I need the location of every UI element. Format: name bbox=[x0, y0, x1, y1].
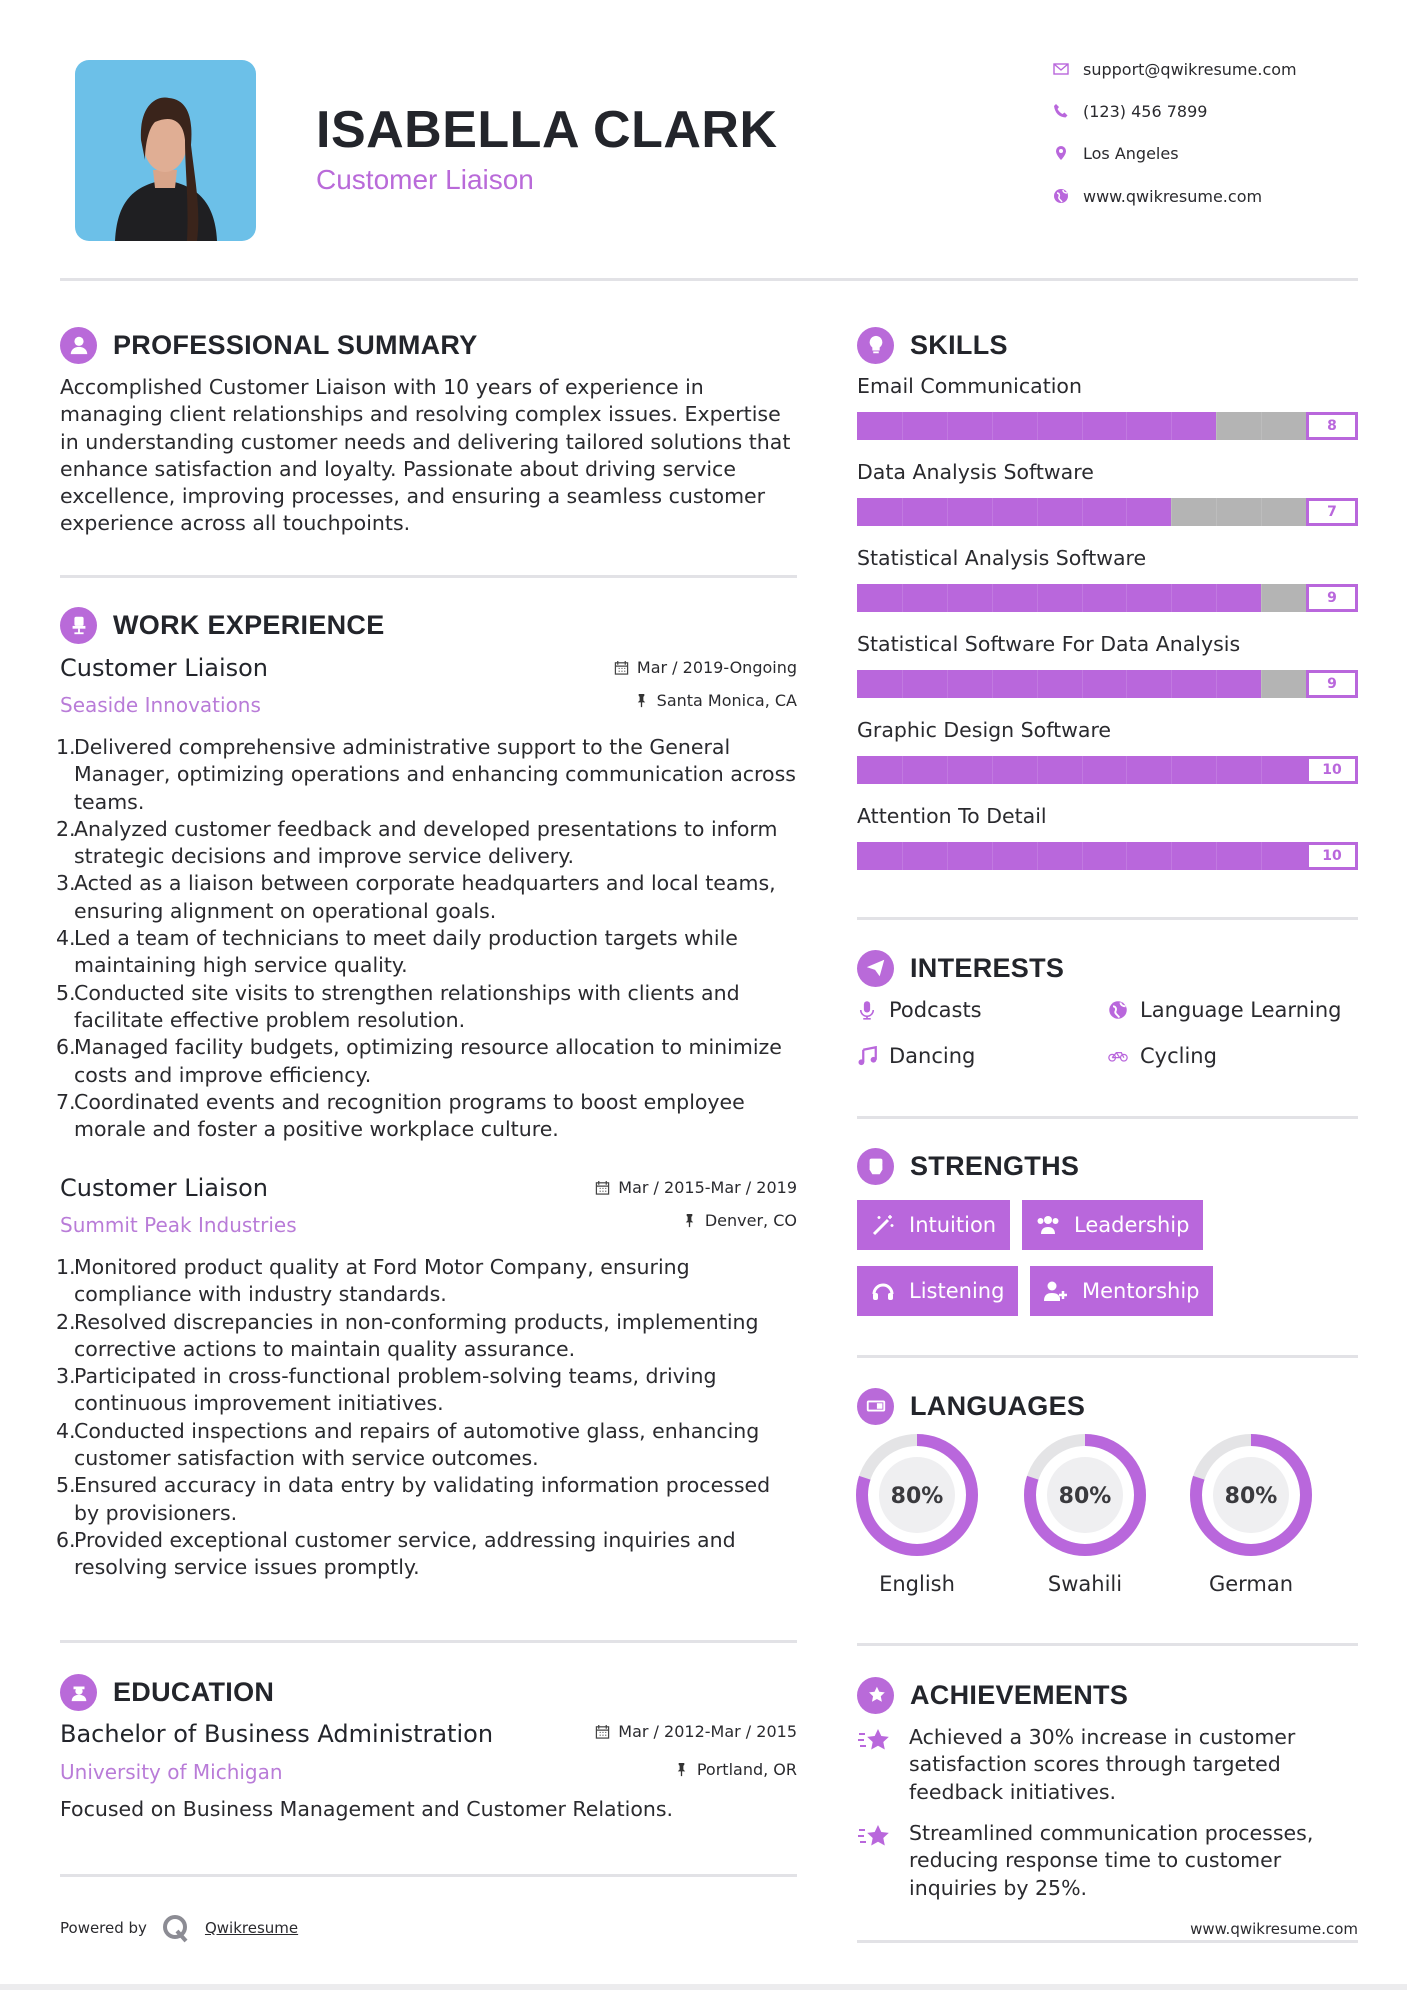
language-percent: 80% bbox=[1058, 1484, 1112, 1509]
skill-value: 8 bbox=[1306, 412, 1358, 440]
skill-bar bbox=[857, 498, 1358, 526]
star-icon bbox=[857, 1822, 891, 1852]
education-location-text: Portland, OR bbox=[696, 1760, 797, 1779]
strength-label: Listening bbox=[909, 1279, 1005, 1303]
star-icon bbox=[857, 1677, 894, 1714]
language-name: German bbox=[1208, 1572, 1294, 1596]
language-donut bbox=[1189, 1433, 1313, 1557]
language-donut bbox=[1023, 1433, 1147, 1557]
company-name: Summit Peak Industries bbox=[60, 1213, 297, 1237]
summary-heading-text: PROFESSIONAL SUMMARY bbox=[113, 329, 478, 360]
users-icon bbox=[1036, 1214, 1060, 1236]
degree: Bachelor of Business Administration bbox=[60, 1720, 494, 1748]
skill-bar bbox=[857, 842, 1358, 870]
list-item: 3. Acted as a liaison between corporate headquarters and local teams, ensuring alignment on operational goals. bbox=[56, 870, 801, 925]
education-heading bbox=[60, 1672, 274, 1712]
job-title: Customer Liaison bbox=[60, 1174, 269, 1202]
skill-name: Statistical Software For Data Analysis bbox=[857, 632, 1241, 656]
achievements-heading-text: ACHIEVEMENTS bbox=[910, 1679, 1129, 1710]
strength-label: Mentorship bbox=[1082, 1279, 1200, 1303]
skill-value: 9 bbox=[1306, 584, 1358, 612]
work-experience-heading-text: WORK EXPERIENCE bbox=[113, 609, 385, 640]
divider bbox=[60, 1874, 797, 1877]
page-bottom-edge bbox=[0, 1984, 1407, 1990]
pin-icon bbox=[682, 1213, 697, 1228]
skill-bar-fill bbox=[857, 498, 1171, 526]
skill-value: 10 bbox=[1306, 842, 1358, 870]
bullet-text: Monitored product quality at Ford Motor Company, ensuring compliance with industry standards. bbox=[74, 1255, 690, 1307]
job-dates bbox=[497, 658, 797, 677]
calendar-icon bbox=[595, 1724, 610, 1739]
powered-by-text: Powered by bbox=[60, 1919, 147, 1937]
divider bbox=[857, 1643, 1358, 1646]
job-location-text: Denver, CO bbox=[704, 1211, 797, 1230]
list-item: 2. Analyzed customer feedback and developed presentations to inform strategic decisions and improve service delivery. bbox=[56, 816, 801, 871]
job-dates-text: Mar / 2015-Mar / 2019 bbox=[618, 1178, 797, 1197]
contact-item[interactable] bbox=[1053, 185, 1262, 207]
bullet-text: Acted as a liaison between corporate headquarters and local teams, ensuring alignment on operational goals. bbox=[74, 871, 776, 923]
language-name: Swahili bbox=[1047, 1572, 1123, 1596]
interest-label: Podcasts bbox=[889, 998, 982, 1022]
language-name: English bbox=[879, 1572, 955, 1596]
strength-chip bbox=[857, 1266, 1018, 1316]
achievement-item bbox=[857, 1724, 1357, 1806]
paper-plane-icon bbox=[857, 950, 894, 987]
skill-value: 9 bbox=[1306, 670, 1358, 698]
candidate-title: Customer Liaison bbox=[316, 164, 534, 195]
list-item: 1. Delivered comprehensive administrative support to the General Manager, optimizing operations and enhancing communication across teams. bbox=[56, 734, 801, 816]
skill-bar bbox=[857, 412, 1358, 440]
strengths-heading bbox=[857, 1146, 1079, 1186]
list-item: 7. Coordinated events and recognition programs to boost employee morale and foster a positive workplace culture. bbox=[56, 1089, 801, 1144]
chair-icon bbox=[60, 607, 97, 644]
globe-icon bbox=[1053, 188, 1069, 204]
education-heading-text: EDUCATION bbox=[113, 1676, 275, 1707]
company-name: Seaside Innovations bbox=[60, 693, 261, 717]
interests-heading-text: INTERESTS bbox=[910, 952, 1065, 983]
job-location bbox=[497, 1211, 797, 1230]
headphones-icon bbox=[871, 1280, 895, 1302]
job-location bbox=[497, 691, 797, 710]
contact-text: Los Angeles bbox=[1083, 143, 1179, 163]
education-dates-text: Mar / 2012-Mar / 2015 bbox=[618, 1722, 797, 1741]
summary-heading bbox=[60, 325, 478, 365]
summary-text: Accomplished Customer Liaison with 10 years of experience in managing client relationships and resolving complex issues. Expertise in understanding customer needs and delivering tailored solutions that enhance satisfaction and loyalty. Passionate about driving service excellence, improving processes, and ensuring a seamless customer experience across all touchpoints. bbox=[60, 375, 791, 536]
divider bbox=[857, 1116, 1358, 1119]
star-icon bbox=[857, 1726, 891, 1756]
globe-icon bbox=[1108, 1000, 1128, 1020]
skill-value: 10 bbox=[1306, 756, 1358, 784]
list-item: 4. Conducted inspections and repairs of automotive glass, enhancing customer satisfaction with service outcomes. bbox=[56, 1418, 801, 1473]
qwikresume-link[interactable]: Qwikresume bbox=[204, 1919, 299, 1937]
header-divider bbox=[60, 278, 1358, 281]
achievement-text: Streamlined communication processes, reducing response time to customer inquiries by 25%. bbox=[909, 1821, 1314, 1900]
divider bbox=[857, 1940, 1358, 1943]
bullet-text: Delivered comprehensive administrative support to the General Manager, optimizing operations and enhancing communication across teams. bbox=[74, 735, 796, 814]
phone-icon bbox=[1053, 103, 1069, 119]
interest-label: Cycling bbox=[1140, 1044, 1217, 1068]
job-bullets bbox=[56, 734, 801, 1143]
strength-label: Leadership bbox=[1074, 1213, 1190, 1237]
qwikresume-logo-icon bbox=[161, 1913, 191, 1943]
user-icon bbox=[60, 327, 97, 364]
skill-name: Data Analysis Software bbox=[857, 460, 1094, 484]
interest-item bbox=[1108, 1044, 1217, 1068]
list-item: 4. Led a team of technicians to meet daily production targets while maintaining high service quality. bbox=[56, 925, 801, 980]
interests-heading bbox=[857, 948, 1064, 988]
fist-icon bbox=[857, 1148, 894, 1185]
magic-wand-icon bbox=[871, 1214, 895, 1236]
contact-item[interactable] bbox=[1053, 58, 1297, 80]
skill-name: Graphic Design Software bbox=[857, 718, 1112, 742]
contact-text: (123) 456 7899 bbox=[1083, 101, 1208, 121]
list-item: 5. Ensured accuracy in data entry by validating information processed by provisioners. bbox=[56, 1472, 801, 1527]
pin-icon bbox=[674, 1762, 689, 1777]
bullet-text: Conducted site visits to strengthen relationships with clients and facilitate effective problem resolution. bbox=[74, 980, 740, 1032]
bullet-text: Led a team of technicians to meet daily production targets while maintaining high service quality. bbox=[74, 926, 738, 978]
divider bbox=[60, 575, 797, 578]
job-title: Customer Liaison bbox=[60, 654, 269, 682]
contact-text: support@qwikresume.com bbox=[1083, 59, 1297, 79]
job-bullets bbox=[56, 1254, 801, 1582]
list-item: 3. Participated in cross-functional problem-solving teams, driving continuous improvement initiatives. bbox=[56, 1363, 801, 1418]
calendar-icon bbox=[595, 1180, 610, 1195]
job-location-text: Santa Monica, CA bbox=[656, 691, 797, 710]
skill-name: Email Communication bbox=[857, 374, 1082, 398]
language-percent: 80% bbox=[1224, 1484, 1278, 1509]
lightbulb-icon bbox=[857, 327, 894, 364]
job-dates bbox=[497, 1178, 797, 1197]
powered-by bbox=[60, 1913, 298, 1943]
pin-icon bbox=[634, 693, 649, 708]
interest-item bbox=[857, 1044, 975, 1068]
divider bbox=[857, 917, 1358, 920]
microphone-icon bbox=[857, 1000, 877, 1020]
strengths-heading-text: STRENGTHS bbox=[910, 1150, 1080, 1181]
candidate-name: ISABELLA CLARK bbox=[316, 101, 778, 159]
list-item: 2. Resolved discrepancies in non-conforming products, implementing corrective actions to maintain quality assurance. bbox=[56, 1309, 801, 1364]
school: University of Michigan bbox=[60, 1760, 283, 1784]
bullet-text: Coordinated events and recognition programs to boost employee morale and foster a positive workplace culture. bbox=[74, 1089, 745, 1142]
list-item: 6. Managed facility budgets, optimizing resource allocation to minimize costs and improve efficiency. bbox=[56, 1034, 801, 1089]
divider bbox=[857, 1355, 1358, 1358]
skill-bar bbox=[857, 670, 1358, 698]
bullet-text: Conducted inspections and repairs of automotive glass, enhancing customer satisfaction with service outcomes. bbox=[74, 1418, 760, 1471]
interest-item bbox=[857, 998, 982, 1022]
bullet-text: Managed facility budgets, optimizing resource allocation to minimize costs and improve efficiency. bbox=[74, 1035, 782, 1087]
achievement-item bbox=[857, 1820, 1357, 1902]
bullet-text: Analyzed customer feedback and developed presentations to inform strategic decisions and improve service delivery. bbox=[74, 816, 778, 869]
bullet-text: Participated in cross-functional problem-solving teams, driving continuous improvement initiatives. bbox=[74, 1364, 717, 1416]
contact-text: www.qwikresume.com bbox=[1083, 186, 1263, 206]
strength-label: Intuition bbox=[909, 1213, 997, 1237]
job-dates-text: Mar / 2019-Ongoing bbox=[636, 658, 797, 677]
skill-value: 7 bbox=[1306, 498, 1358, 526]
interest-label: Language Learning bbox=[1140, 998, 1342, 1022]
bicycle-icon bbox=[1108, 1046, 1128, 1066]
strength-chip bbox=[857, 1200, 1010, 1250]
skill-bar-fill bbox=[857, 584, 1261, 612]
languages-heading bbox=[857, 1386, 1085, 1426]
interest-item bbox=[1108, 998, 1341, 1022]
footer-website[interactable]: www.qwikresume.com bbox=[1190, 1920, 1358, 1938]
music-icon bbox=[857, 1046, 877, 1066]
achievement-text: Achieved a 30% increase in customer satisfaction scores through targeted feedback initiatives. bbox=[909, 1725, 1296, 1804]
graduate-icon bbox=[60, 1674, 97, 1711]
skill-bar bbox=[857, 756, 1358, 784]
languages-heading-text: LANGUAGES bbox=[910, 1390, 1086, 1421]
list-item: 6. Provided exceptional customer service, addressing inquiries and resolving service issues promptly. bbox=[56, 1527, 801, 1582]
strength-chip bbox=[1030, 1266, 1213, 1316]
bullet-text: Ensured accuracy in data entry by validating information processed by provisioners. bbox=[74, 1473, 771, 1525]
interest-label: Dancing bbox=[889, 1044, 976, 1068]
bullet-text: Resolved discrepancies in non-conforming products, implementing corrective actions to maintain quality assurance. bbox=[74, 1309, 759, 1361]
map-marker-icon bbox=[1053, 145, 1069, 161]
contact-item bbox=[1053, 142, 1179, 164]
skill-bar-fill bbox=[857, 670, 1261, 698]
user-plus-icon bbox=[1044, 1280, 1068, 1302]
skill-name: Attention To Detail bbox=[857, 804, 1047, 828]
translate-icon bbox=[857, 1388, 894, 1425]
contact-item bbox=[1053, 100, 1207, 122]
skills-heading bbox=[857, 325, 1008, 365]
skill-bar bbox=[857, 584, 1358, 612]
profile-photo bbox=[75, 60, 256, 241]
bullet-text: Provided exceptional customer service, addressing inquiries and resolving service issues promptly. bbox=[74, 1527, 736, 1580]
work-experience-heading bbox=[60, 605, 385, 645]
language-percent: 80% bbox=[890, 1484, 944, 1509]
list-item: 1. Monitored product quality at Ford Motor Company, ensuring compliance with industry standards. bbox=[56, 1254, 801, 1309]
achievements-heading bbox=[857, 1675, 1128, 1715]
education-dates bbox=[497, 1722, 797, 1741]
skill-name: Statistical Analysis Software bbox=[857, 546, 1147, 570]
strength-chip bbox=[1022, 1200, 1203, 1250]
list-item: 5. Conducted site visits to strengthen relationships with clients and facilitate effective problem resolution. bbox=[56, 980, 801, 1035]
skills-heading-text: SKILLS bbox=[910, 329, 1008, 360]
envelope-icon bbox=[1053, 61, 1069, 77]
language-donut bbox=[855, 1433, 979, 1557]
education-description: Focused on Business Management and Customer Relations. bbox=[60, 1797, 674, 1821]
education-location bbox=[497, 1760, 797, 1779]
calendar-icon bbox=[614, 660, 629, 675]
divider bbox=[60, 1640, 797, 1643]
